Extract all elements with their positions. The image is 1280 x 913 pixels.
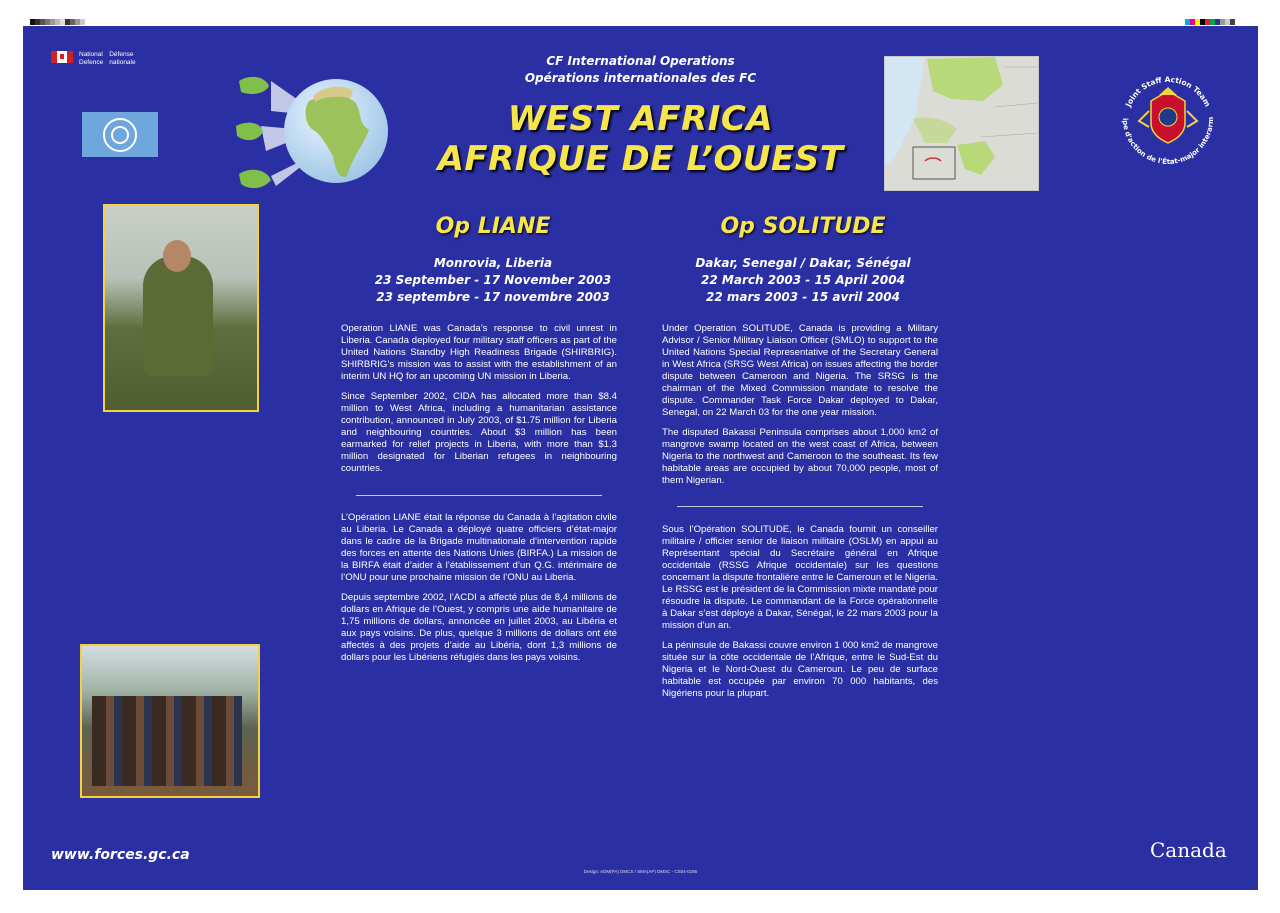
solitude-location: Dakar, Senegal / Dakar, Sénégal — [695, 256, 911, 270]
website-url[interactable]: www.forces.gc.ca — [51, 847, 190, 863]
photo-officer-boat — [103, 204, 259, 412]
canada-wordmark: Canada — [1150, 838, 1227, 862]
subtitle-fr: Opérations internationales des FC — [524, 71, 757, 85]
gov-label: National — [79, 51, 103, 58]
liane-dates-en: 23 September - 17 November 2003 — [374, 273, 612, 287]
emblem-text-bottom: ipe d'action de l'État-major interarm — [1120, 116, 1216, 167]
solitude-dates-fr: 22 mars 2003 - 15 avril 2004 — [706, 290, 900, 304]
paragraph: Operation LIANE was Canada’s response to civil unrest in Liberia. Canada deployed four military staff officers as part of the United Nations Standby High Readiness Brigade (SHIRBRIG). SHIRBRIG’s mission was to assist with the establishment of an interim UN HQ for an upcoming UN mission in Liberia. — [341, 323, 617, 382]
page-title-fr: AFRIQUE DE L’OUEST — [437, 139, 844, 179]
divider — [356, 495, 602, 496]
solitude-dates-en: 22 March 2003 - 15 April 2004 — [701, 273, 905, 287]
gov-label: nationale — [109, 59, 136, 66]
design-credit: Design: ADM(PA) DMCS / SMA(AP) DMSC - CS04-0186 — [583, 869, 698, 874]
gov-label: Defence — [79, 59, 104, 66]
liane-dates-fr: 23 septembre - 17 novembre 2003 — [376, 290, 610, 304]
subtitle-en: CF International Operations — [546, 54, 735, 68]
solitude-text-en — [662, 323, 938, 495]
west-africa-map — [884, 56, 1039, 191]
poster — [23, 26, 1258, 890]
printer-grayscale-bar — [30, 19, 85, 25]
liane-location: Monrovia, Liberia — [433, 256, 553, 270]
solitude-title: Op SOLITUDE — [720, 214, 886, 239]
solitude-text-fr — [662, 524, 938, 708]
printer-color-bar — [1185, 19, 1235, 25]
emblem-text-top: Joint Staff Action Team — [1123, 74, 1213, 109]
liane-text-fr — [341, 512, 617, 672]
page-title-en: WEST AFRICA — [507, 99, 774, 139]
paragraph: Depuis septembre 2002, l’ACDI a affecté plus de 8,4 millions de dollars en Afrique de l’Ouest, y compris une aide humanitaire de 1,75 millions de dollars, annoncée en juillet 2003, au Libéria et aux pays voisins. De plus, quelque 3 millions de dollars ont été affectés à des projets d’aide au Libéria, dont 1,3 millions de dollars pour les Libériens réfugiés dans les pays voisins. — [341, 592, 617, 663]
divider — [677, 506, 923, 507]
gov-label: Défense — [109, 51, 134, 58]
paragraph: Sous l’Opération SOLITUDE, le Canada fournit un conseiller militaire / officier senior de liaison militaire (OSLM) en appui au Représentant spécial du Secrétaire général en Afrique occidentale (RSSG Afrique occidentale) sur les questions concernant la dispute frontalière entre le Cameroun et le Nigeria. Le RSSG est le président de la Commission mixte mandaté pour résoudre la dispute. Le commandant de la Force opérationnelle à Dakar s’est déployé à Dakar, Sénégal, le 22 mars 2003 pour la mission d’un an. — [662, 524, 938, 631]
paragraph: Since September 2002, CIDA has allocated more than $8.4 million to West Africa, including a humanitarian assistance contribution, announced in July 2003, of $1.75 million for Liberia and neighbouring countries. About $3 million has been earmarked for relief projects in Liberia, with more than $1.3 million designated for Liberian refugees in neighbouring countries. — [341, 391, 617, 474]
paragraph: L’Opération LIANE était la réponse du Canada à l’agitation civile au Liberia. Le Canada a déployé quatre officiers d’état-major dans le cadre de la Brigade multinationale d’intervention rapide des forces en attente des Nations Unies (BIRFA.) La mission de la BIRFA était d’aider à l’établissement d’un Q.G. intérimaire de l’ONU pour une prochaine mission de l’ONU au Liberia. — [341, 512, 617, 583]
jsat-emblem — [1113, 61, 1223, 181]
paragraph: La péninsule de Bakassi couvre environ 1 000 km2 de mangrove située sur la côte occidentale de l’Afrique, entre le Sud-Est du Nigeria et le Nord-Ouest du Cameroun. Le peu de surface habitable est occupée par environ 70 000 habitants, des Nigériens pour la plupart. — [662, 640, 938, 699]
liane-text-en — [341, 323, 617, 483]
photo-liberia-crowd — [80, 644, 260, 798]
liane-title: Op LIANE — [435, 214, 551, 239]
paragraph: Under Operation SOLITUDE, Canada is providing a Military Advisor / Senior Military Liaison Officer (SMLO) to support to the United Nations Special Representative of the Secretary General in West Africa (SRSG West Africa) on issues affecting the border dispute between Cameroon and Nigeria. The SRSG is the chairman of the Mixed Commission mandate to resolve the dispute. Commander Task Force Dakar deployed to Dakar, Senegal, on 22 March 03 for the one year mission. — [662, 323, 938, 418]
paragraph: The disputed Bakassi Peninsula comprises about 1,000 km2 of mangrove swamp located on the west coast of Africa, between Nigeria to the northwest and Cameroon to the southeast. Its few habitable areas are occupied by about 70,000 people, most of them Nigerian. — [662, 427, 938, 486]
